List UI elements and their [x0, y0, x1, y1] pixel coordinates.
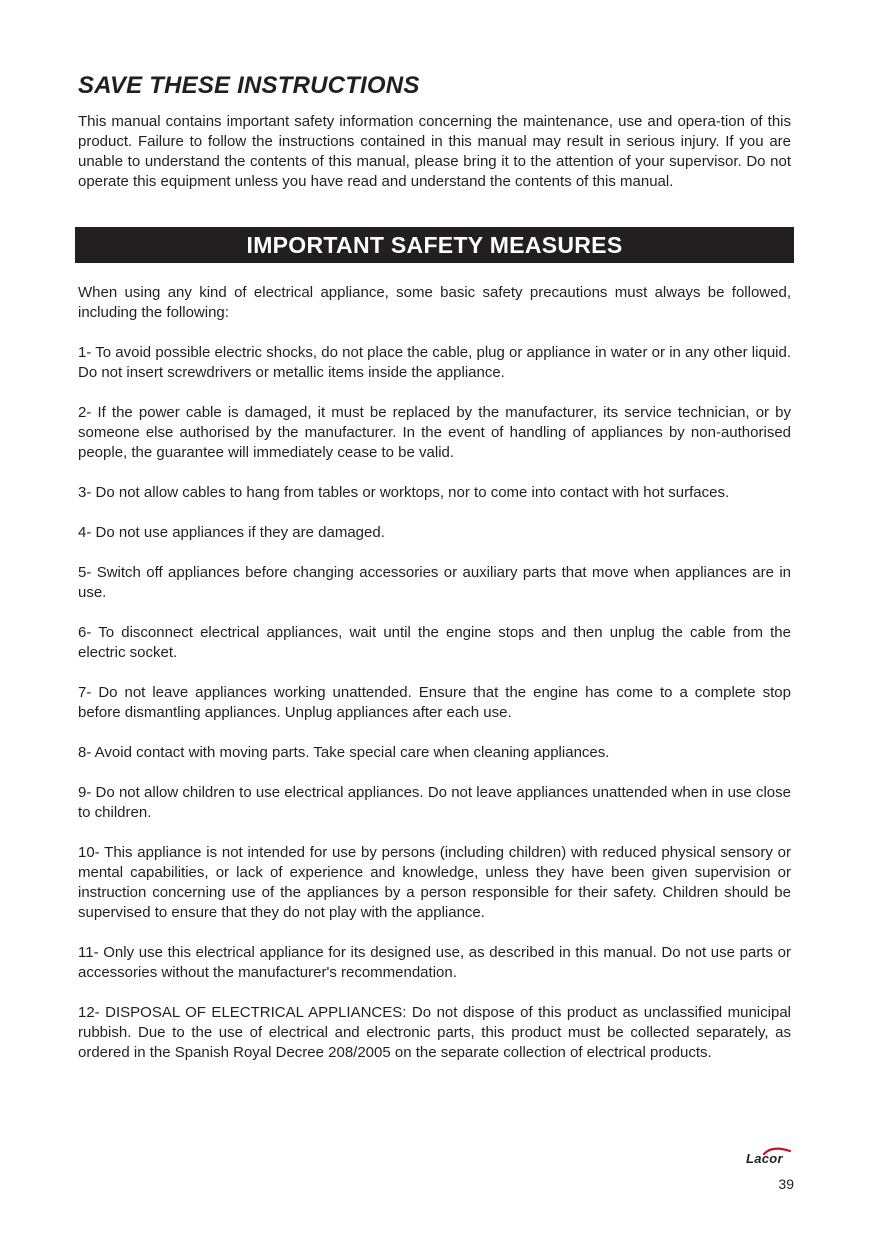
safety-item: 10- This appliance is not intended for use by persons (including children) with reduced physical sensory or mental capabilities, or lack of experience and knowledge, unless they have been given supervision or instruction concerning use of the appliances by a person responsible for their safety. Children should be supervised to ensure that they do not play with the appliance.: [78, 844, 791, 921]
safety-item: 1- To avoid possible electric shocks, do not place the cable, plug or appliance in water or in any other liquid. Do not insert screwdrivers or metallic items inside the appliance.: [78, 344, 791, 381]
safety-item: 3- Do not allow cables to hang from tables or worktops, nor to come into contact with hot surfaces.: [78, 484, 730, 501]
page-title: SAVE THESE INSTRUCTIONS: [78, 72, 420, 99]
page-header: [78, 72, 791, 192]
safety-item: 4- Do not use appliances if they are damaged.: [78, 524, 385, 541]
safety-item: 2- If the power cable is damaged, it must be replaced by the manufacturer, its service technician, or by someone else authorised by the manufacturer. In the event of handling of appliances by non-authorised people, the guarantee will immediately cease to be valid.: [78, 404, 791, 461]
safety-item: 11- Only use this electrical appliance for its designed use, as described in this manual. Do not use parts or accessories without the manufacturer's recommendation.: [78, 944, 791, 981]
page-number: 39: [778, 1176, 794, 1192]
safety-item: 5- Switch off appliances before changing accessories or auxiliary parts that move when appliances are in use.: [78, 564, 791, 601]
safety-measures-body: [78, 283, 791, 1083]
brand-logo: [746, 1145, 794, 1167]
intro-paragraph: This manual contains important safety information concerning the maintenance, use and opera-tion of this product. Failure to follow the instructions contained in this manual may result in serious injury. If you are unable to understand the contents of this manual, please bring it to the attention of your supervisor. Do not operate this equipment unless you have read and understand the contents of this manual.: [78, 113, 791, 190]
safety-item: 6- To disconnect electrical appliances, wait until the engine stops and then unplug the cable from the electric socket.: [78, 624, 791, 661]
safety-item: 7- Do not leave appliances working unattended. Ensure that the engine has come to a complete stop before dismantling appliances. Unplug appliances after each use.: [78, 684, 791, 721]
section-intro: When using any kind of electrical appliance, some basic safety precautions must always be followed, including the following:: [78, 284, 791, 321]
safety-item: 8- Avoid contact with moving parts. Take special care when cleaning appliances.: [78, 744, 610, 761]
safety-item: 9- Do not allow children to use electrical appliances. Do not leave appliances unattended when in use close to children.: [78, 784, 791, 821]
section-heading: IMPORTANT SAFETY MEASURES: [75, 227, 794, 263]
safety-item: 12- DISPOSAL OF ELECTRICAL APPLIANCES: Do not dispose of this product as unclassified municipal rubbish. Due to the use of electrical and electronic parts, this product must be collected separately, as ordered in the Spanish Royal Decree 208/2005 on the separate collection of electrical products.: [78, 1004, 791, 1061]
brand-name: Lacor: [746, 1151, 783, 1166]
